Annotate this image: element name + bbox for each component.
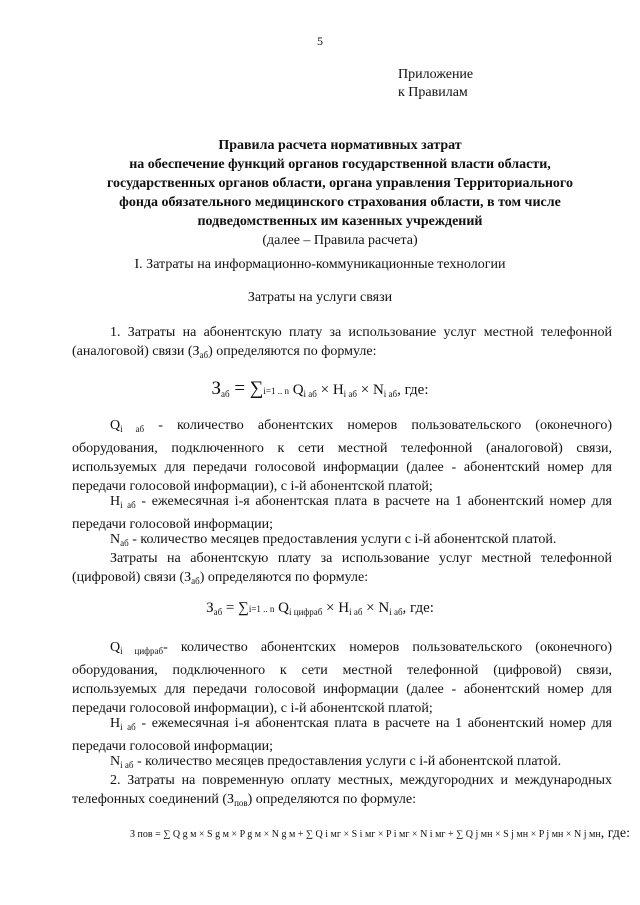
title-line3: государственных органов области, органа управления Территориального	[107, 176, 573, 191]
title-line4: фонда обязательного медицинского страхования области, в том числе	[119, 195, 561, 210]
digital-intro: Затраты на абонентскую плату за использование услуг местной телефонной (цифровой) связи $(З_{аб})$ определяются по формуле:	[72, 551, 612, 586]
document-title	[70, 136, 610, 250]
title-line1: Правила расчета нормативных затрат	[218, 138, 462, 153]
digital-def-n: $N_{i аб}$ - количество месяцев предоставления услуги с i-й абонентской платой.	[110, 754, 562, 770]
subsection-heading: Затраты на услуги связи	[247, 290, 393, 305]
section-heading: I. Затраты на информационно-коммуникационные технологии	[134, 257, 506, 272]
digital-def-q: $Q_{i цифраб}-$ количество абонентских номеров пользовательского (оконечного) оборудования, подключенного к сети местной телефонной (цифровой) связи, используемых для передачи голосовой информации (далее - абонентский номер для передачи голосовой информации), с i-й абонентской платой;	[72, 640, 612, 716]
item2-intro: 2. Затраты на повременную оплату местных, междугородних и международных телефонных соединений $(З_{пов})$ определяются по формуле:	[72, 773, 612, 808]
item1-def-q: $Q_{i аб}$ - количество абонентских номеров пользовательского (оконечного) оборудования, подключенного к сети местной телефонной (аналоговой) связи, используемых для передачи голосовой информации (далее - абонентский номер для передачи голосовой информации), с i-й абонентской платой;	[72, 418, 613, 494]
title-line6: (далее – Правила расчета)	[262, 233, 418, 248]
digital-formula: $З_{аб} = \sum i=1$ .. n $Q_{i цифраб} \times H_{i аб} \times N_{i аб}$, где:	[206, 600, 434, 617]
appendix-label	[398, 66, 473, 102]
appendix-line2: к Правилам	[398, 85, 468, 100]
item1-formula: $З_{аб} = \sum i=1$ .. n $Q_{i аб} \times H_{i аб} \times N_{i аб}$, где:	[211, 378, 429, 399]
page-number: 5	[317, 34, 323, 48]
item1-def-h: $H_{i аб}$ - ежемесячная i-я абонентская плата в расчете на 1 абонентский номер для передачи голосовой информации;	[72, 494, 612, 532]
title-line5: подведомственных им казенных учреждений	[197, 214, 483, 229]
item2-formula: З пов = ∑ Q g м × S g м × P g м × N g м + ∑ Q i мг × S i мг × P i мг × N i мг + ∑ Q j мн × S j мн × P j мн × N j мн, где:	[130, 826, 630, 841]
item1-def-n: $N_{аб}$ - количество месяцев предоставления услуги с i-й абонентской платой.	[110, 532, 557, 548]
item1-intro: 1. Затраты на абонентскую плату за использование услуг местной телефонной (аналоговой) связи $(З_{аб})$ определяются по формуле:	[72, 325, 612, 360]
title-line2: на обеспечение функций органов государственной власти области,	[129, 157, 551, 172]
appendix-line1: Приложение	[398, 67, 474, 82]
digital-def-h: $H_{i аб}$ - ежемесячная i-я абонентская плата в расчете на 1 абонентский номер для передачи голосовой информации;	[72, 716, 612, 754]
